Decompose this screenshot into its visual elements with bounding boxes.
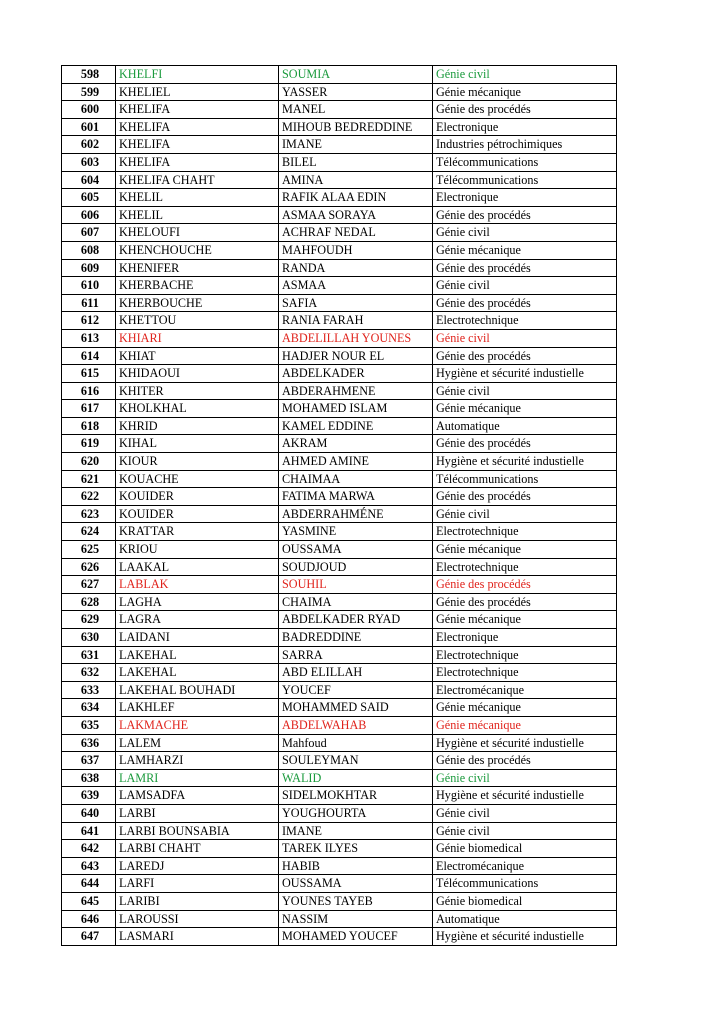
first-name-cell: ACHRAF NEDAL (279, 224, 433, 242)
last-name-cell: KHELIFA (116, 153, 279, 171)
first-name-cell: ABDELILLAH YOUNES (279, 329, 433, 347)
specialty-cell: Electrotechnique (433, 523, 617, 541)
specialty-cell: Télécommunications (433, 470, 617, 488)
table-row (62, 769, 617, 787)
specialty-cell: Hygiène et sécurité industielle (433, 928, 617, 946)
table-row (62, 488, 617, 506)
last-name-cell: LAKEHAL (116, 664, 279, 682)
specialty-cell: Génie des procédés (433, 206, 617, 224)
table-row (62, 892, 617, 910)
specialty-cell: Télécommunications (433, 875, 617, 893)
table-row (62, 224, 617, 242)
first-name-cell: YOUCEF (279, 681, 433, 699)
last-name-cell: LAMRI (116, 769, 279, 787)
specialty-cell: Electronique (433, 189, 617, 207)
first-name-cell: ASMAA SORAYA (279, 206, 433, 224)
specialty-cell: Electromécanique (433, 681, 617, 699)
specialty-cell: Hygiène et sécurité industielle (433, 453, 617, 471)
table-row (62, 804, 617, 822)
table-row (62, 118, 617, 136)
row-number-cell: 647 (62, 928, 116, 946)
row-number-cell: 645 (62, 892, 116, 910)
last-name-cell: LAAKAL (116, 558, 279, 576)
first-name-cell: OUSSAMA (279, 541, 433, 559)
specialty-cell: Génie civil (433, 277, 617, 295)
first-name-cell: IMANE (279, 136, 433, 154)
table-row (62, 787, 617, 805)
first-name-cell: SARRA (279, 646, 433, 664)
row-number-cell: 601 (62, 118, 116, 136)
table-row (62, 259, 617, 277)
first-name-cell: WALID (279, 769, 433, 787)
last-name-cell: KHOLKHAL (116, 400, 279, 418)
last-name-cell: KHENIFER (116, 259, 279, 277)
specialty-cell: Génie des procédés (433, 576, 617, 594)
row-number-cell: 611 (62, 294, 116, 312)
first-name-cell: MIHOUB BEDREDDINE (279, 118, 433, 136)
first-name-cell: MAHFOUDH (279, 241, 433, 259)
specialty-cell: Electrotechnique (433, 312, 617, 330)
last-name-cell: KHELIFA (116, 101, 279, 119)
last-name-cell: KHELIFA (116, 136, 279, 154)
last-name-cell: LAKEHAL BOUHADI (116, 681, 279, 699)
table-row (62, 347, 617, 365)
table-row (62, 83, 617, 101)
last-name-cell: LAIDANI (116, 629, 279, 647)
first-name-cell: HADJER NOUR EL (279, 347, 433, 365)
table-row (62, 417, 617, 435)
row-number-cell: 618 (62, 417, 116, 435)
table-row (62, 505, 617, 523)
row-number-cell: 632 (62, 664, 116, 682)
specialty-cell: Hygiène et sécurité industielle (433, 365, 617, 383)
first-name-cell: RANIA FARAH (279, 312, 433, 330)
last-name-cell: KHELIFA CHAHT (116, 171, 279, 189)
row-number-cell: 603 (62, 153, 116, 171)
specialty-cell: Télécommunications (433, 171, 617, 189)
specialty-cell: Génie civil (433, 769, 617, 787)
table-row (62, 699, 617, 717)
first-name-cell: SOUMIA (279, 66, 433, 84)
specialty-cell: Génie des procédés (433, 435, 617, 453)
specialty-cell: Hygiène et sécurité industielle (433, 787, 617, 805)
specialty-cell: Génie des procédés (433, 101, 617, 119)
specialty-cell: Génie mécanique (433, 400, 617, 418)
row-number-cell: 608 (62, 241, 116, 259)
row-number-cell: 615 (62, 365, 116, 383)
table-row (62, 294, 617, 312)
specialty-cell: Automatique (433, 417, 617, 435)
row-number-cell: 646 (62, 910, 116, 928)
first-name-cell: RANDA (279, 259, 433, 277)
specialty-cell: Génie des procédés (433, 347, 617, 365)
table-row (62, 365, 617, 383)
first-name-cell: AHMED AMINE (279, 453, 433, 471)
row-number-cell: 622 (62, 488, 116, 506)
first-name-cell: Mahfoud (279, 734, 433, 752)
last-name-cell: KHERBOUCHE (116, 294, 279, 312)
table-row (62, 400, 617, 418)
specialty-cell: Génie biomedical (433, 840, 617, 858)
first-name-cell: ASMAA (279, 277, 433, 295)
last-name-cell: KOUIDER (116, 505, 279, 523)
first-name-cell: KAMEL EDDINE (279, 417, 433, 435)
last-name-cell: KHELIL (116, 206, 279, 224)
specialty-cell: Génie mécanique (433, 241, 617, 259)
row-number-cell: 616 (62, 382, 116, 400)
row-number-cell: 600 (62, 101, 116, 119)
specialty-cell: Génie mécanique (433, 611, 617, 629)
last-name-cell: LABLAK (116, 576, 279, 594)
first-name-cell: HABIB (279, 857, 433, 875)
first-name-cell: ABDELKADER RYAD (279, 611, 433, 629)
specialty-cell: Génie mécanique (433, 699, 617, 717)
table-row (62, 910, 617, 928)
row-number-cell: 614 (62, 347, 116, 365)
last-name-cell: KOUIDER (116, 488, 279, 506)
row-number-cell: 627 (62, 576, 116, 594)
table-row (62, 593, 617, 611)
last-name-cell: KHENCHOUCHE (116, 241, 279, 259)
last-name-cell: LARBI CHAHT (116, 840, 279, 858)
specialty-cell: Electrotechnique (433, 646, 617, 664)
table-row (62, 329, 617, 347)
table-row (62, 470, 617, 488)
row-number-cell: 620 (62, 453, 116, 471)
row-number-cell: 639 (62, 787, 116, 805)
specialty-cell: Génie des procédés (433, 752, 617, 770)
row-number-cell: 619 (62, 435, 116, 453)
first-name-cell: YASSER (279, 83, 433, 101)
row-number-cell: 642 (62, 840, 116, 858)
first-name-cell: SOULEYMAN (279, 752, 433, 770)
first-name-cell: ABDERAHMENE (279, 382, 433, 400)
specialty-cell: Génie des procédés (433, 294, 617, 312)
table-body (62, 66, 617, 946)
student-list-table (61, 65, 617, 946)
first-name-cell: ABD ELILLAH (279, 664, 433, 682)
specialty-cell: Génie des procédés (433, 259, 617, 277)
first-name-cell: FATIMA MARWA (279, 488, 433, 506)
table-row (62, 435, 617, 453)
last-name-cell: LARBI (116, 804, 279, 822)
row-number-cell: 640 (62, 804, 116, 822)
table-row (62, 875, 617, 893)
last-name-cell: LAREDJ (116, 857, 279, 875)
last-name-cell: KHELFI (116, 66, 279, 84)
row-number-cell: 633 (62, 681, 116, 699)
row-number-cell: 636 (62, 734, 116, 752)
last-name-cell: KHIDAOUI (116, 365, 279, 383)
last-name-cell: LASMARI (116, 928, 279, 946)
specialty-cell: Génie civil (433, 329, 617, 347)
first-name-cell: NASSIM (279, 910, 433, 928)
first-name-cell: MOHAMED YOUCEF (279, 928, 433, 946)
last-name-cell: LAGHA (116, 593, 279, 611)
row-number-cell: 624 (62, 523, 116, 541)
table-row (62, 523, 617, 541)
row-number-cell: 617 (62, 400, 116, 418)
last-name-cell: LARFI (116, 875, 279, 893)
specialty-cell: Electrotechnique (433, 558, 617, 576)
last-name-cell: LAROUSSI (116, 910, 279, 928)
first-name-cell: MOHAMMED SAID (279, 699, 433, 717)
table-row (62, 382, 617, 400)
last-name-cell: LALEM (116, 734, 279, 752)
last-name-cell: LAGRA (116, 611, 279, 629)
last-name-cell: KIHAL (116, 435, 279, 453)
specialty-cell: Electromécanique (433, 857, 617, 875)
last-name-cell: KRIOU (116, 541, 279, 559)
last-name-cell: LAKMACHE (116, 716, 279, 734)
specialty-cell: Génie des procédés (433, 488, 617, 506)
first-name-cell: IMANE (279, 822, 433, 840)
specialty-cell: Génie mécanique (433, 83, 617, 101)
table-row (62, 611, 617, 629)
table-row (62, 734, 617, 752)
first-name-cell: AMINA (279, 171, 433, 189)
table-row (62, 66, 617, 84)
row-number-cell: 625 (62, 541, 116, 559)
first-name-cell: YOUGHOURTA (279, 804, 433, 822)
row-number-cell: 626 (62, 558, 116, 576)
table-row (62, 664, 617, 682)
first-name-cell: MANEL (279, 101, 433, 119)
specialty-cell: Génie mécanique (433, 716, 617, 734)
row-number-cell: 641 (62, 822, 116, 840)
table-row (62, 171, 617, 189)
row-number-cell: 621 (62, 470, 116, 488)
specialty-cell: Génie mécanique (433, 541, 617, 559)
last-name-cell: LAKHLEF (116, 699, 279, 717)
first-name-cell: BILEL (279, 153, 433, 171)
first-name-cell: SOUHIL (279, 576, 433, 594)
row-number-cell: 637 (62, 752, 116, 770)
table-row (62, 136, 617, 154)
first-name-cell: CHAIMAA (279, 470, 433, 488)
specialty-cell: Télécommunications (433, 153, 617, 171)
row-number-cell: 643 (62, 857, 116, 875)
last-name-cell: KHETTOU (116, 312, 279, 330)
first-name-cell: ABDELKADER (279, 365, 433, 383)
last-name-cell: KHELIFA (116, 118, 279, 136)
first-name-cell: ABDERRAHMÉNE (279, 505, 433, 523)
table-row (62, 189, 617, 207)
first-name-cell: BADREDDINE (279, 629, 433, 647)
table-row (62, 646, 617, 664)
row-number-cell: 605 (62, 189, 116, 207)
row-number-cell: 598 (62, 66, 116, 84)
row-number-cell: 612 (62, 312, 116, 330)
row-number-cell: 606 (62, 206, 116, 224)
specialty-cell: Génie civil (433, 822, 617, 840)
table-row (62, 752, 617, 770)
table-row (62, 681, 617, 699)
specialty-cell: Automatique (433, 910, 617, 928)
specialty-cell: Génie civil (433, 505, 617, 523)
specialty-cell: Génie civil (433, 382, 617, 400)
table-row (62, 629, 617, 647)
table-row (62, 928, 617, 946)
first-name-cell: ABDELWAHAB (279, 716, 433, 734)
last-name-cell: KRATTAR (116, 523, 279, 541)
specialty-cell: Electronique (433, 118, 617, 136)
row-number-cell: 613 (62, 329, 116, 347)
last-name-cell: KHERBACHE (116, 277, 279, 295)
specialty-cell: Hygiène et sécurité industielle (433, 734, 617, 752)
table-row (62, 153, 617, 171)
first-name-cell: RAFIK ALAA EDIN (279, 189, 433, 207)
row-number-cell: 599 (62, 83, 116, 101)
table-row (62, 822, 617, 840)
row-number-cell: 629 (62, 611, 116, 629)
row-number-cell: 631 (62, 646, 116, 664)
row-number-cell: 644 (62, 875, 116, 893)
specialty-cell: Génie biomedical (433, 892, 617, 910)
row-number-cell: 607 (62, 224, 116, 242)
first-name-cell: SAFIA (279, 294, 433, 312)
specialty-cell: Génie civil (433, 804, 617, 822)
first-name-cell: AKRAM (279, 435, 433, 453)
row-number-cell: 638 (62, 769, 116, 787)
specialty-cell: Génie civil (433, 224, 617, 242)
last-name-cell: KHITER (116, 382, 279, 400)
last-name-cell: KIOUR (116, 453, 279, 471)
first-name-cell: YOUNES TAYEB (279, 892, 433, 910)
table-row (62, 840, 617, 858)
specialty-cell: Génie civil (433, 66, 617, 84)
specialty-cell: Industries pétrochimiques (433, 136, 617, 154)
last-name-cell: LARIBI (116, 892, 279, 910)
last-name-cell: LAMHARZI (116, 752, 279, 770)
last-name-cell: KHRID (116, 417, 279, 435)
table-row (62, 241, 617, 259)
row-number-cell: 604 (62, 171, 116, 189)
table-row (62, 453, 617, 471)
table-row (62, 716, 617, 734)
table-row (62, 206, 617, 224)
first-name-cell: SIDELMOKHTAR (279, 787, 433, 805)
table-row (62, 576, 617, 594)
row-number-cell: 609 (62, 259, 116, 277)
specialty-cell: Electronique (433, 629, 617, 647)
last-name-cell: KHELIL (116, 189, 279, 207)
row-number-cell: 623 (62, 505, 116, 523)
table-row (62, 558, 617, 576)
table-row (62, 101, 617, 119)
table-row (62, 277, 617, 295)
table-row (62, 857, 617, 875)
first-name-cell: TAREK ILYES (279, 840, 433, 858)
last-name-cell: KHELOUFI (116, 224, 279, 242)
row-number-cell: 610 (62, 277, 116, 295)
first-name-cell: MOHAMED ISLAM (279, 400, 433, 418)
specialty-cell: Génie des procédés (433, 593, 617, 611)
last-name-cell: KHIAT (116, 347, 279, 365)
table-row (62, 312, 617, 330)
last-name-cell: KHELIEL (116, 83, 279, 101)
row-number-cell: 634 (62, 699, 116, 717)
last-name-cell: KOUACHE (116, 470, 279, 488)
last-name-cell: LAKEHAL (116, 646, 279, 664)
first-name-cell: YASMINE (279, 523, 433, 541)
row-number-cell: 630 (62, 629, 116, 647)
last-name-cell: LARBI BOUNSABIA (116, 822, 279, 840)
first-name-cell: SOUDJOUD (279, 558, 433, 576)
first-name-cell: OUSSAMA (279, 875, 433, 893)
last-name-cell: LAMSADFA (116, 787, 279, 805)
specialty-cell: Electrotechnique (433, 664, 617, 682)
table-row (62, 541, 617, 559)
last-name-cell: KHIARI (116, 329, 279, 347)
row-number-cell: 602 (62, 136, 116, 154)
row-number-cell: 628 (62, 593, 116, 611)
first-name-cell: CHAIMA (279, 593, 433, 611)
row-number-cell: 635 (62, 716, 116, 734)
